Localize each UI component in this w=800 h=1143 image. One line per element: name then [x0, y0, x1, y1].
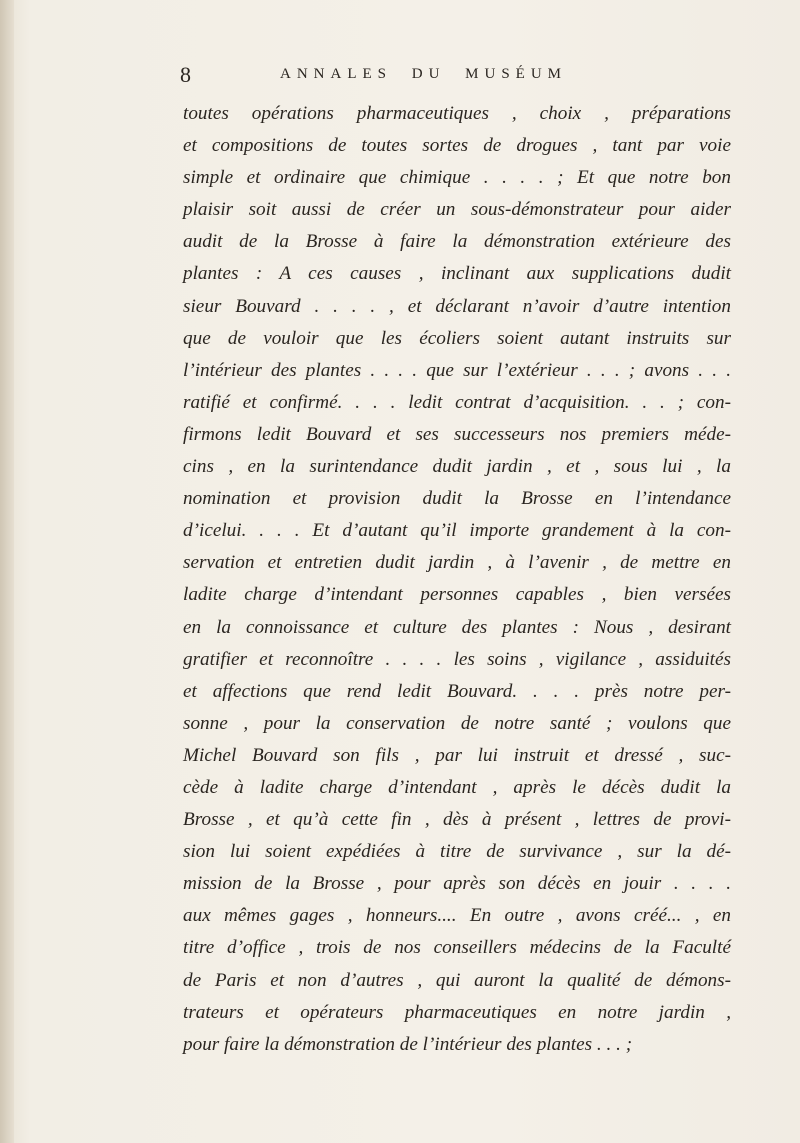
text-line: d’icelui. . . . Et d’autant qu’il importe grandement à la con- [183, 520, 731, 542]
text-line: trateurs et opérateurs pharmaceutiques en notre jardin , [183, 1001, 731, 1023]
text-line: sion lui soient expédiées à titre de survivance , sur la dé- [183, 841, 731, 863]
text-line: audit de la Brosse à faire la démonstration extérieure des [183, 231, 731, 253]
running-title: ANNALES DU MUSÉUM [280, 66, 568, 82]
text-line: sieur Bouvard . . . . , et déclarant n’avoir d’autre intention [183, 295, 731, 317]
text-line: ladite charge d’intendant personnes capables , bien versées [183, 584, 731, 606]
text-line: cins , en la surintendance dudit jardin , et , sous lui , la [183, 456, 731, 478]
text-line: l’intérieur des plantes . . . . que sur l’extérieur . . . ; avons . . . [183, 359, 731, 381]
text-line: en la connoissance et culture des plantes : Nous , desirant [183, 616, 731, 638]
text-line: gratifier et reconnoître . . . . les soins , vigilance , assiduités [183, 648, 731, 670]
text-line: plantes : A ces causes , inclinant aux supplications dudit [183, 263, 731, 285]
text-line: firmons ledit Bouvard et ses successeurs nos premiers méde- [183, 423, 731, 445]
text-line: ratifié et confirmé. . . . ledit contrat d’acquisition. . . ; con- [183, 391, 731, 413]
text-line: aux mêmes gages , honneurs.... En outre , avons créé... , en [183, 905, 731, 927]
page-number: 8 [180, 62, 191, 87]
text-line: servation et entretien dudit jardin , à l’avenir , de mettre en [183, 552, 731, 574]
body-text [183, 98, 731, 1061]
text-line: cède à ladite charge d’intendant , après le décès dudit la [183, 776, 731, 798]
text-line: titre d’office , trois de nos conseillers médecins de la Faculté [183, 937, 731, 959]
text-line: Michel Bouvard son fils , par lui instruit et dressé , suc- [183, 744, 731, 766]
page-binding-edge [0, 0, 14, 1143]
text-line: que de vouloir que les écoliers soient autant instruits sur [183, 327, 731, 349]
text-line: toutes opérations pharmaceutiques , choix , préparations [183, 103, 731, 124]
text-line: plaisir soit aussi de créer un sous-démonstrateur pour aider [183, 199, 731, 221]
text-line: et affections que rend ledit Bouvard. . . . près notre per- [183, 680, 731, 702]
text-line: nomination et provision dudit la Brosse en l’intendance [183, 488, 731, 510]
text-line: et compositions de toutes sortes de drogues , tant par voie [183, 135, 731, 157]
page-header [180, 62, 720, 88]
text-line: Brosse , et qu’à cette fin , dès à présent , lettres de provi- [183, 809, 731, 831]
text-line: pour faire la démonstration de l’intérieur des plantes . . . ; [183, 1033, 633, 1055]
text-line: simple et ordinaire que chimique . . . . ; Et que notre bon [183, 167, 731, 189]
text-line: sonne , pour la conservation de notre santé ; voulons que [183, 712, 731, 734]
text-line: de Paris et non d’autres , qui auront la qualité de démons- [183, 969, 731, 991]
text-line: mission de la Brosse , pour après son décès en jouir . . . . [183, 873, 731, 895]
